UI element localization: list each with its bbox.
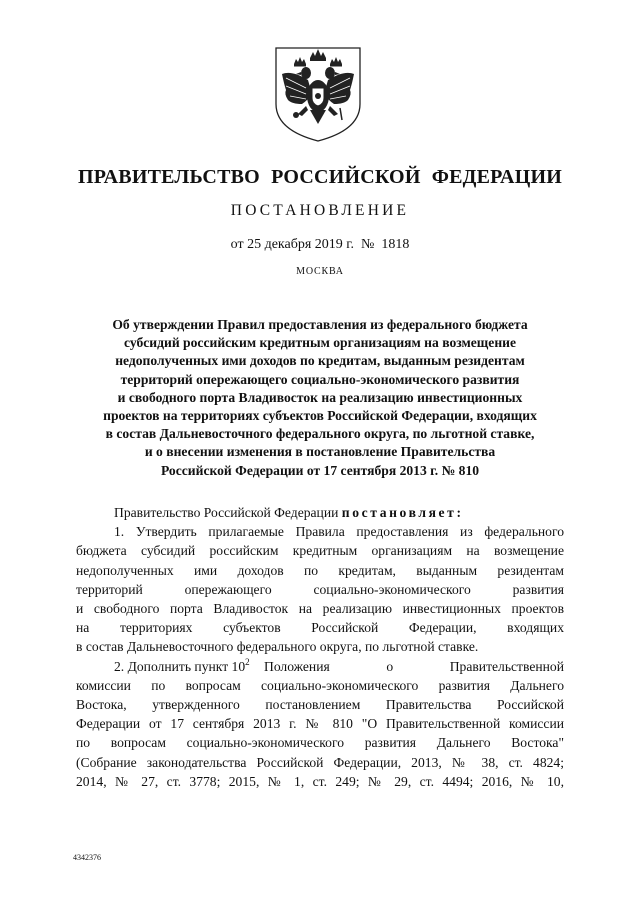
paragraph-2-line: (Собрание законодательства Российской Федерации, 2013, № 38, ст. 4824; xyxy=(76,754,564,770)
heading-line: проектов на территориях субъектов Российской Федерации, входящих xyxy=(103,408,537,424)
paragraph-1-line: территорий опережающего социально-экономического развития xyxy=(76,581,564,597)
paragraph-2-line: Востока, утвержденного постановлением Правительства Российской xyxy=(76,697,564,713)
paragraph-1-line: и свободного порта Владивосток на реализацию инвестиционных проектов xyxy=(76,601,564,617)
paragraph-1-line: в состав Дальневосточного федерального округа, по льготной ставке. xyxy=(76,639,479,655)
date-prefix: от xyxy=(230,237,244,252)
number-sign: № xyxy=(360,237,375,252)
paragraph-2-start: 2. Дополнить пункт 10 xyxy=(114,658,246,674)
date-number-line xyxy=(0,237,640,253)
decree-number: 1818 xyxy=(381,237,410,252)
decree-word: постановляет: xyxy=(341,505,464,520)
heading-line: Российской Федерации от 17 сентября 2013 г. № 810 xyxy=(160,462,480,478)
decree-body xyxy=(76,503,564,791)
government-title: ПРАВИТЕЛЬСТВО РОССИЙСКОЙ ФЕДЕРАЦИИ xyxy=(78,166,562,188)
coat-of-arms-emblem xyxy=(272,44,364,144)
paragraph-1-line: на территориях субъектов Российской Федерации, входящих xyxy=(76,620,564,636)
heading-line: недополученных ими доходов по кредитам, выданным резидентам xyxy=(115,353,525,369)
heading-line: субсидий российским кредитным организациям на возмещение xyxy=(123,335,517,351)
point-superscript: 2 xyxy=(245,656,250,667)
heading-line: и свободного порта Владивосток на реализацию инвестиционных xyxy=(117,389,523,405)
paragraph-2-start-tail: Положения о Правительственной xyxy=(264,658,564,674)
decree-date: 25 декабря 2019 г. xyxy=(247,237,354,252)
paragraph-2-first-line xyxy=(76,657,564,676)
paragraph-1-line: недополученных ими доходов по кредитам, выданным резидентам xyxy=(76,562,564,578)
paragraph-2-line: 2014, № 27, ст. 3778; 2015, № 1, ст. 249; № 29, ст. 4494; 2016, № 10, xyxy=(76,773,564,789)
heading-line: и о внесении изменения в постановление Правительства xyxy=(144,444,496,460)
heading-line: Об утверждении Правил предоставления из федерального бюджета xyxy=(112,317,528,332)
paragraph-2-line: по вопросам социально-экономического развития Дальнего Востока" xyxy=(76,735,564,751)
city: МОСКВА xyxy=(296,266,344,277)
paragraph-1-line: 1. Утвердить прилагаемые Правила предоставления из федерального xyxy=(114,524,564,540)
paragraph-1-line: бюджета субсидий российским кредитным организациям на возмещение xyxy=(76,543,564,559)
document-code: 4342376 xyxy=(73,853,101,862)
document-type: ПОСТАНОВЛЕНИЕ xyxy=(230,202,410,219)
intro-text: Правительство Российской Федерации xyxy=(114,505,339,520)
paragraph-2-line: комиссии по вопросам социально-экономического развития Дальнего xyxy=(76,677,564,693)
document-heading xyxy=(66,316,574,480)
heading-line: в состав Дальневосточного федерального округа, по льготной ставке, xyxy=(105,426,535,442)
paragraph-2-line: Федерации от 17 сентября 2013 г. № 810 "О Правительственной комиссии xyxy=(76,716,564,732)
heading-line: территорий опережающего социально-экономического развития xyxy=(120,371,520,387)
intro-line xyxy=(76,503,564,522)
